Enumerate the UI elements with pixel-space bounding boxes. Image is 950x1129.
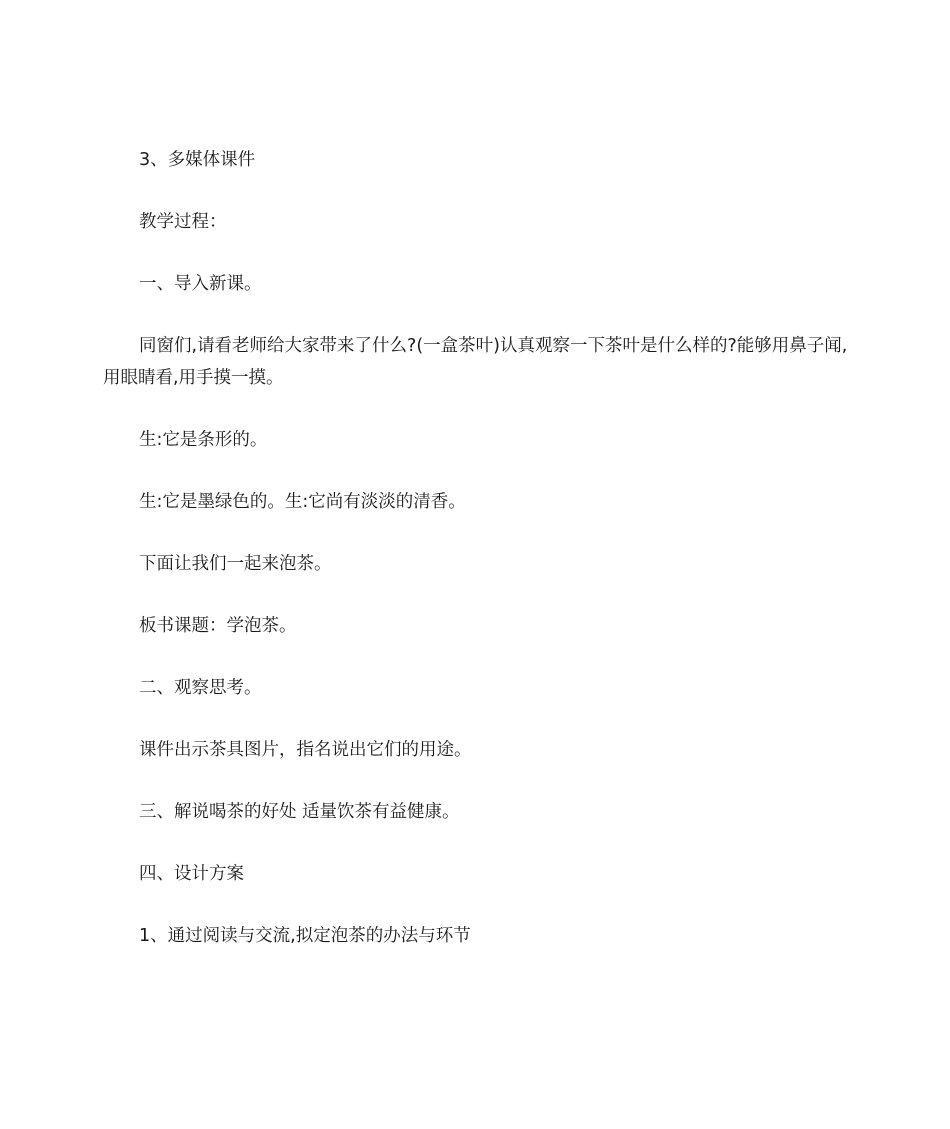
student-answer-color-scent: 生:它是墨绿色的。生:它尚有淡淡的清香。 [139,492,466,512]
section-heading-observe-think: 二、观察思考。 [139,678,262,698]
body-paragraph-make-tea: 下面让我们一起来泡茶。 [139,554,332,574]
section-heading-tea-benefits: 三、解说喝茶的好处 适量饮茶有益健康。 [139,802,460,822]
body-paragraph-tea-set-images: 课件出示茶具图片，指名说出它们的用途。 [139,740,472,760]
list-item-reading-exchange: 1、通过阅读与交流,拟定泡茶的办法与环节 [139,926,471,946]
section-heading-design-plan: 四、设计方案 [139,864,244,884]
body-paragraph-tea-observation: 同窗们,请看老师给大家带来了什么?(一盒茶叶)认真观察一下茶叶是什么样的?能够用鼻子闻,用眼睛看,用手摸一摸。 [103,336,848,388]
list-item-multimedia-courseware: 3、多媒体课件 [139,150,256,170]
document-body [103,144,855,982]
section-heading-introduction: 一、导入新课。 [139,274,262,294]
section-heading-teaching-process: 教学过程： [139,212,227,232]
body-paragraph-blackboard-title: 板书课题：学泡茶。 [139,616,297,636]
student-answer-shape: 生:它是条形的。 [139,430,268,450]
